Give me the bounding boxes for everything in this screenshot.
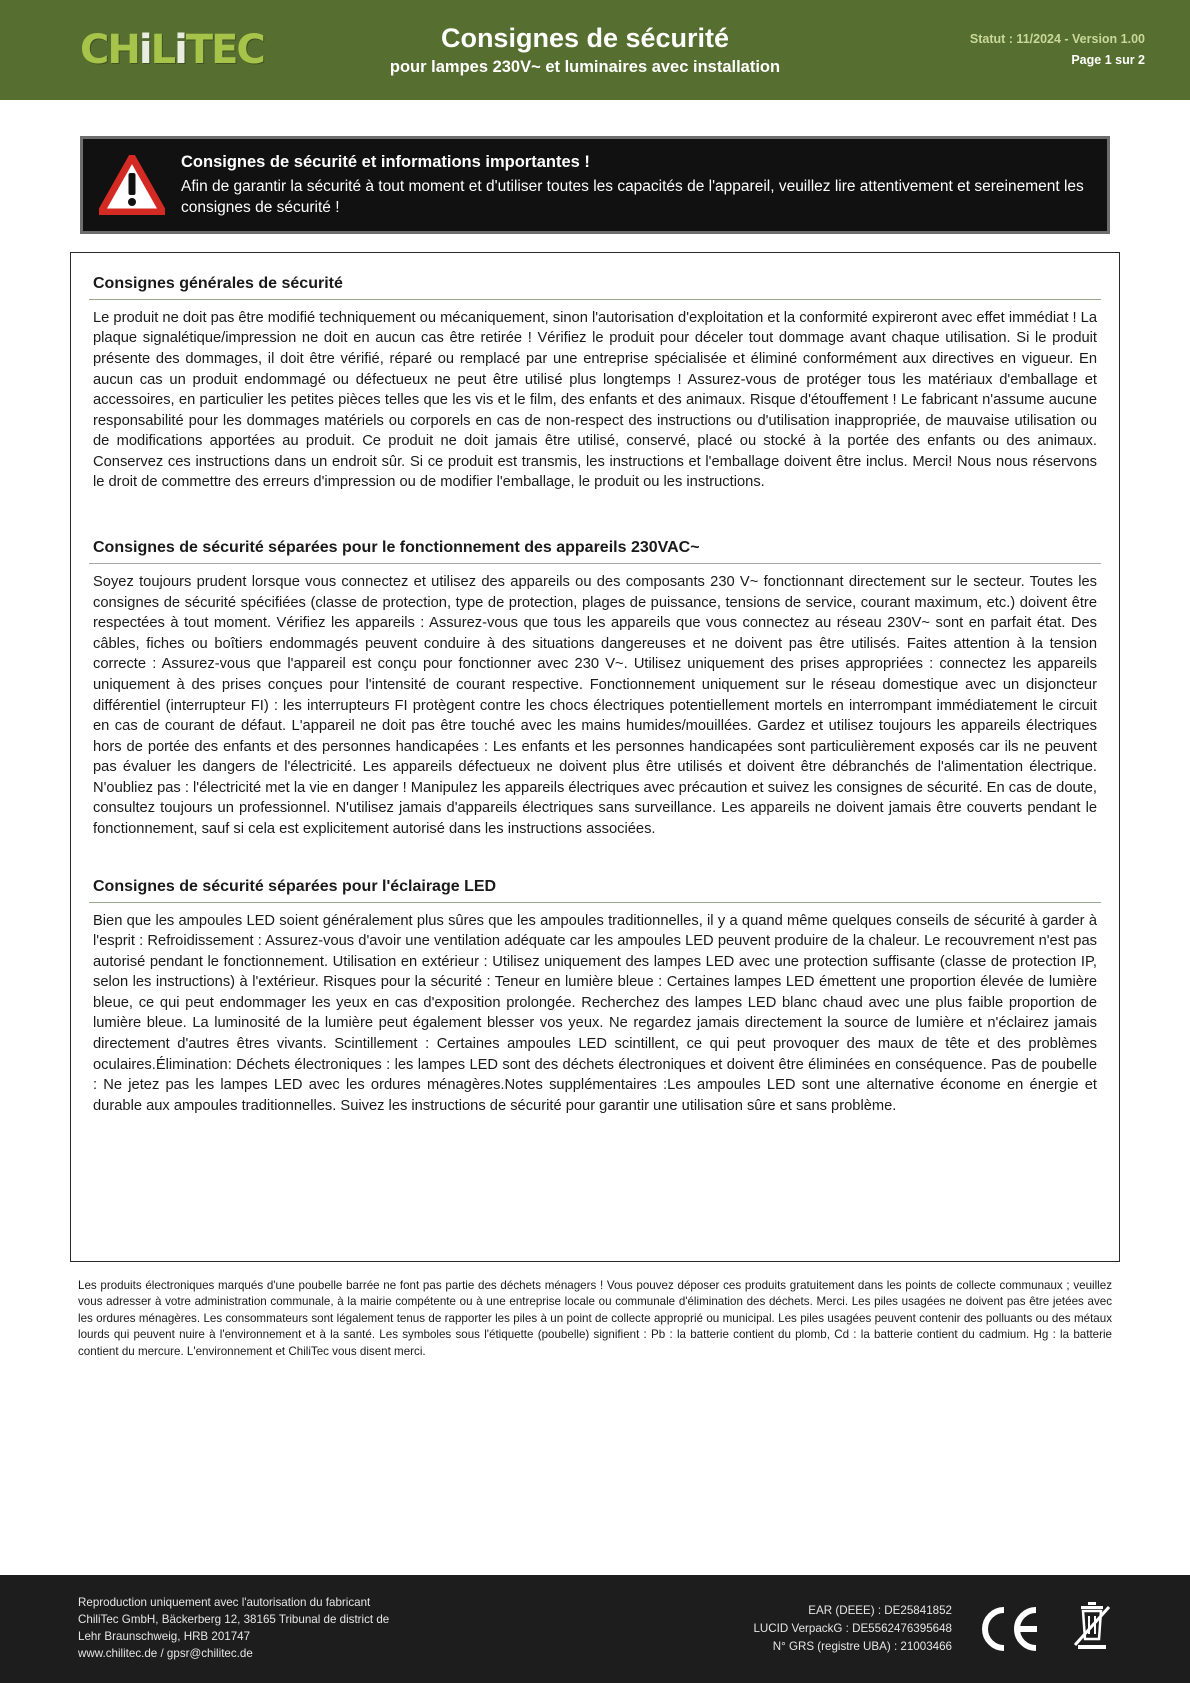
logo-text-part1: CH <box>80 27 139 73</box>
warning-box <box>80 136 1110 234</box>
logo-text-part5: TEC <box>185 27 264 73</box>
footer-line-1: Reproduction uniquement avec l'autorisation du fabricant <box>78 1596 371 1610</box>
section-spacer <box>89 493 1101 539</box>
warning-body: Afin de garantir la sécurité à tout moment et d'utiliser toutes les capacités de l'appareil, veuillez lire attentivement et sereinement les consignes de sécurité ! <box>181 178 1084 216</box>
footer-line-2: ChiliTec GmbH, Bäckerberg 12, 38165 Tribunal de district de <box>78 1613 390 1627</box>
lucid-code: LUCID VerpackG : DE5562476395648 <box>753 1622 952 1636</box>
header-titles <box>270 23 900 77</box>
footer-website-email[interactable]: www.chilitec.de / gpsr@chilitec.de <box>78 1646 253 1660</box>
section-body: Bien que les ampoules LED soient généralement plus sûres que les ampoules traditionnelles, il y a quand même quelques conseils de sécurité à garder à l'esprit : Refroidissement : Assurez-vous d'avoir une ventilation adéquate car les ampoules LED peuvent produire de la chaleur. Le recouvrement n'est pas autorisé pendant le fonctionnement. Utilisation en extérieur : Utilisez uniquement des lampes LED avec une protection suffisante (classe de protection IP, selon les instructions) à l'extérieur. Risques pour la sécurité : Teneur en lumière bleue : Certaines lampes LED émettent une proportion élevée de lumière bleue, ce qui peut endommager les yeux en cas d'exposition prolongée. Recherchez des lampes LED blanc chaud avec une plus faible proportion de lumière bleue. La luminosité de la lumière peut également blesser vos yeux. Ne regardez jamais directement la source de lumière et n'éclairez jamais directement d'autres êtres vivants. Scintillement : Certaines ampoules LED scintillent, ce qui peut provoquer des maux de tête et des problèmes oculaires.Élimination: Déchets électroniques : les lampes LED sont des déchets électroniques et doivent être éliminées en conséquence. Pas de poubelle : Ne jetez pas les lampes LED avec les ordures ménagères.Notes supplémentaires :Les ampoules LED sont une alternative économe en énergie et durable aux ampoules traditionnelles. Suivez les instructions de sécurité pour garantir une utilisation sûre et sans problème. <box>93 912 1097 1114</box>
ear-code: EAR (DEEE) : DE25841852 <box>808 1604 952 1618</box>
logo-text-part2: i <box>138 27 151 73</box>
section-body: Soyez toujours prudent lorsque vous connectez et utilisez des appareils ou des composants 230 V~ fonctionnant directement sur le secteur. Toutes les consignes de sécurité spécifiées (classe de protection, type de protection, plages de puissance, tensions de service, courant maximum, etc.) doivent être respectées à tout moment. Vérifiez les appareils : Assurez-vous que tous les appareils que vous connectez au réseau 230V~ sont en parfait état. Des câbles, fiches ou boîtiers endommagés peuvent conduire à des situations dangereuses et ne doivent pas être utilisés. Faites attention à la tension correcte : Assurez-vous que l'appareil est conçu pour fonctionner avec 230 V~. Utilisez uniquement des prises appropriées : connectez les appareils uniquement à des prises conçues pour l'intensité de courant respective. Fonctionnement uniquement sur le réseau domestique avec un disjoncteur différentiel (interrupteur FI) : les interrupteurs FI protègent contre les chocs électriques potentiellement mortels en interrompant immédiatement le circuit en cas de courant de défaut. L'appareil ne doit pas être touché avec les mains humides/mouillées. Gardez et utilisez toujours les appareils électriques hors de portée des enfants et des personnes handicapées : Les enfants et les personnes handicapées sont particulièrement exposés car ils ne peuvent pas évaluer les dangers de l'électricité. Les appareils défectueux ne doivent plus être utilisés et doivent être débranchés de l'alimentation électrique. N'oubliez pas : l'électricité met la vie en danger ! Manipulez les appareils électriques avec précaution et suivez les consignes de sécurité. En cas de doute, consultez toujours un professionnel. N'utilisez jamais d'appareils électriques sans surveillance. Les appareils ne doivent jamais être couverts pendant le fonctionnement, sauf si cela est explicitement autorisé dans les instructions associées. <box>93 574 1097 837</box>
section-general-safety <box>89 275 1101 493</box>
footer-registration-codes <box>753 1602 952 1656</box>
page-footer <box>0 1575 1190 1683</box>
warning-text <box>181 151 1091 219</box>
section-230vac-safety <box>89 539 1101 840</box>
footer-company-info <box>78 1595 753 1662</box>
brand-logo <box>40 27 270 73</box>
crossed-out-wheelie-bin-icon <box>1072 1601 1112 1658</box>
document-status: Statut : 11/2024 - Version 1.00 <box>969 31 1145 46</box>
warning-title: Consignes de sécurité et informations importantes ! <box>181 153 590 171</box>
page-title: Consignes de sécurité <box>440 22 730 53</box>
logo-text-part4: i <box>174 27 186 73</box>
section-spacer <box>89 840 1101 878</box>
section-title: Consignes de sécurité séparées pour l'éclairage LED <box>89 878 1101 903</box>
section-title: Consignes générales de sécurité <box>89 275 1101 300</box>
logo-text-part3: L <box>150 27 175 73</box>
section-led-safety <box>89 878 1101 1117</box>
page-number: Page 1 sur 2 <box>1071 53 1145 67</box>
section-title: Consignes de sécurité séparées pour le fonctionnement des appareils 230VAC~ <box>89 539 1101 564</box>
safety-content-box <box>70 252 1120 1262</box>
ce-mark-icon <box>974 1604 1044 1654</box>
logo-text <box>80 27 264 73</box>
warning-triangle-icon <box>99 155 165 215</box>
footer-line-3: Lehr Braunschweig, HRB 201747 <box>78 1630 251 1643</box>
header-meta <box>900 29 1150 72</box>
disposal-note: Les produits électroniques marqués d'une poubelle barrée ne font pas partie des déchets ménagers ! Vous pouvez déposer ces produits gratuitement dans les points de collecte communaux ; veuillez vous adresser à votre administration communale, à la mairie compétente ou à une entreprise locale ou communale d'élimination des déchets. Merci. Les piles usagées ne doivent pas être jetées avec les ordures ménagères. Les consommateurs sont légalement tenus de rapporter les piles à un point de collecte approprié ou municipal. Les piles usagées peuvent contenir des polluants ou des métaux lourds qui peuvent nuire à l'environnement et à la santé. Les symboles sous l'étiquette (poubelle) signifient : Pb : la batterie contient du plomb, Cd : la batterie contient du cadmium. Hg : la batterie contient du mercure. L'environnement et ChiliTec vous disent merci. <box>78 1278 1112 1358</box>
page-header <box>0 0 1190 100</box>
section-body: Le produit ne doit pas être modifié techniquement ou mécaniquement, sinon l'autorisation d'exploitation et la conformité expireront avec effet immédiat ! La plaque signalétique/impression ne doit en aucun cas être retirée ! Vérifiez le produit pour déceler tout dommage avant chaque utilisation. Si le produit présente des dommages, il doit être vérifié, réparé ou remplacé par une entreprise spécialisée et éliminé conformément aux directives en vigueur. En aucun cas un produit endommagé ou défectueux ne peut être utilisé plus longtemps ! Assurez-vous de protéger tous les matériaux d'emballage et accessoires, en particulier les petites pièces telles que les vis et le film, des enfants et des animaux. Risque d'étouffement ! Le fabricant n'assume aucune responsabilité pour les dommages matériels ou corporels en cas de non-respect des instructions ou d'utilisation inappropriée, de mauvaise utilisation ou de modifications apportées au produit. Ce produit ne doit jamais être utilisé, conservé, placé ou stocké à la portée des enfants ou des animaux. Conservez ces instructions dans un endroit sûr. Si ce produit est transmis, les instructions et l'emballage doivent être inclus. Merci! Nous nous réservons le droit de commettre des erreurs d'impression ou de modifier l'emballage, le produit ou les instructions. <box>93 309 1097 491</box>
footer-compliance <box>753 1601 1112 1658</box>
grs-code: N° GRS (registre UBA) : 21003466 <box>772 1639 952 1653</box>
page-subtitle: pour lampes 230V~ et luminaires avec installation <box>389 58 781 77</box>
